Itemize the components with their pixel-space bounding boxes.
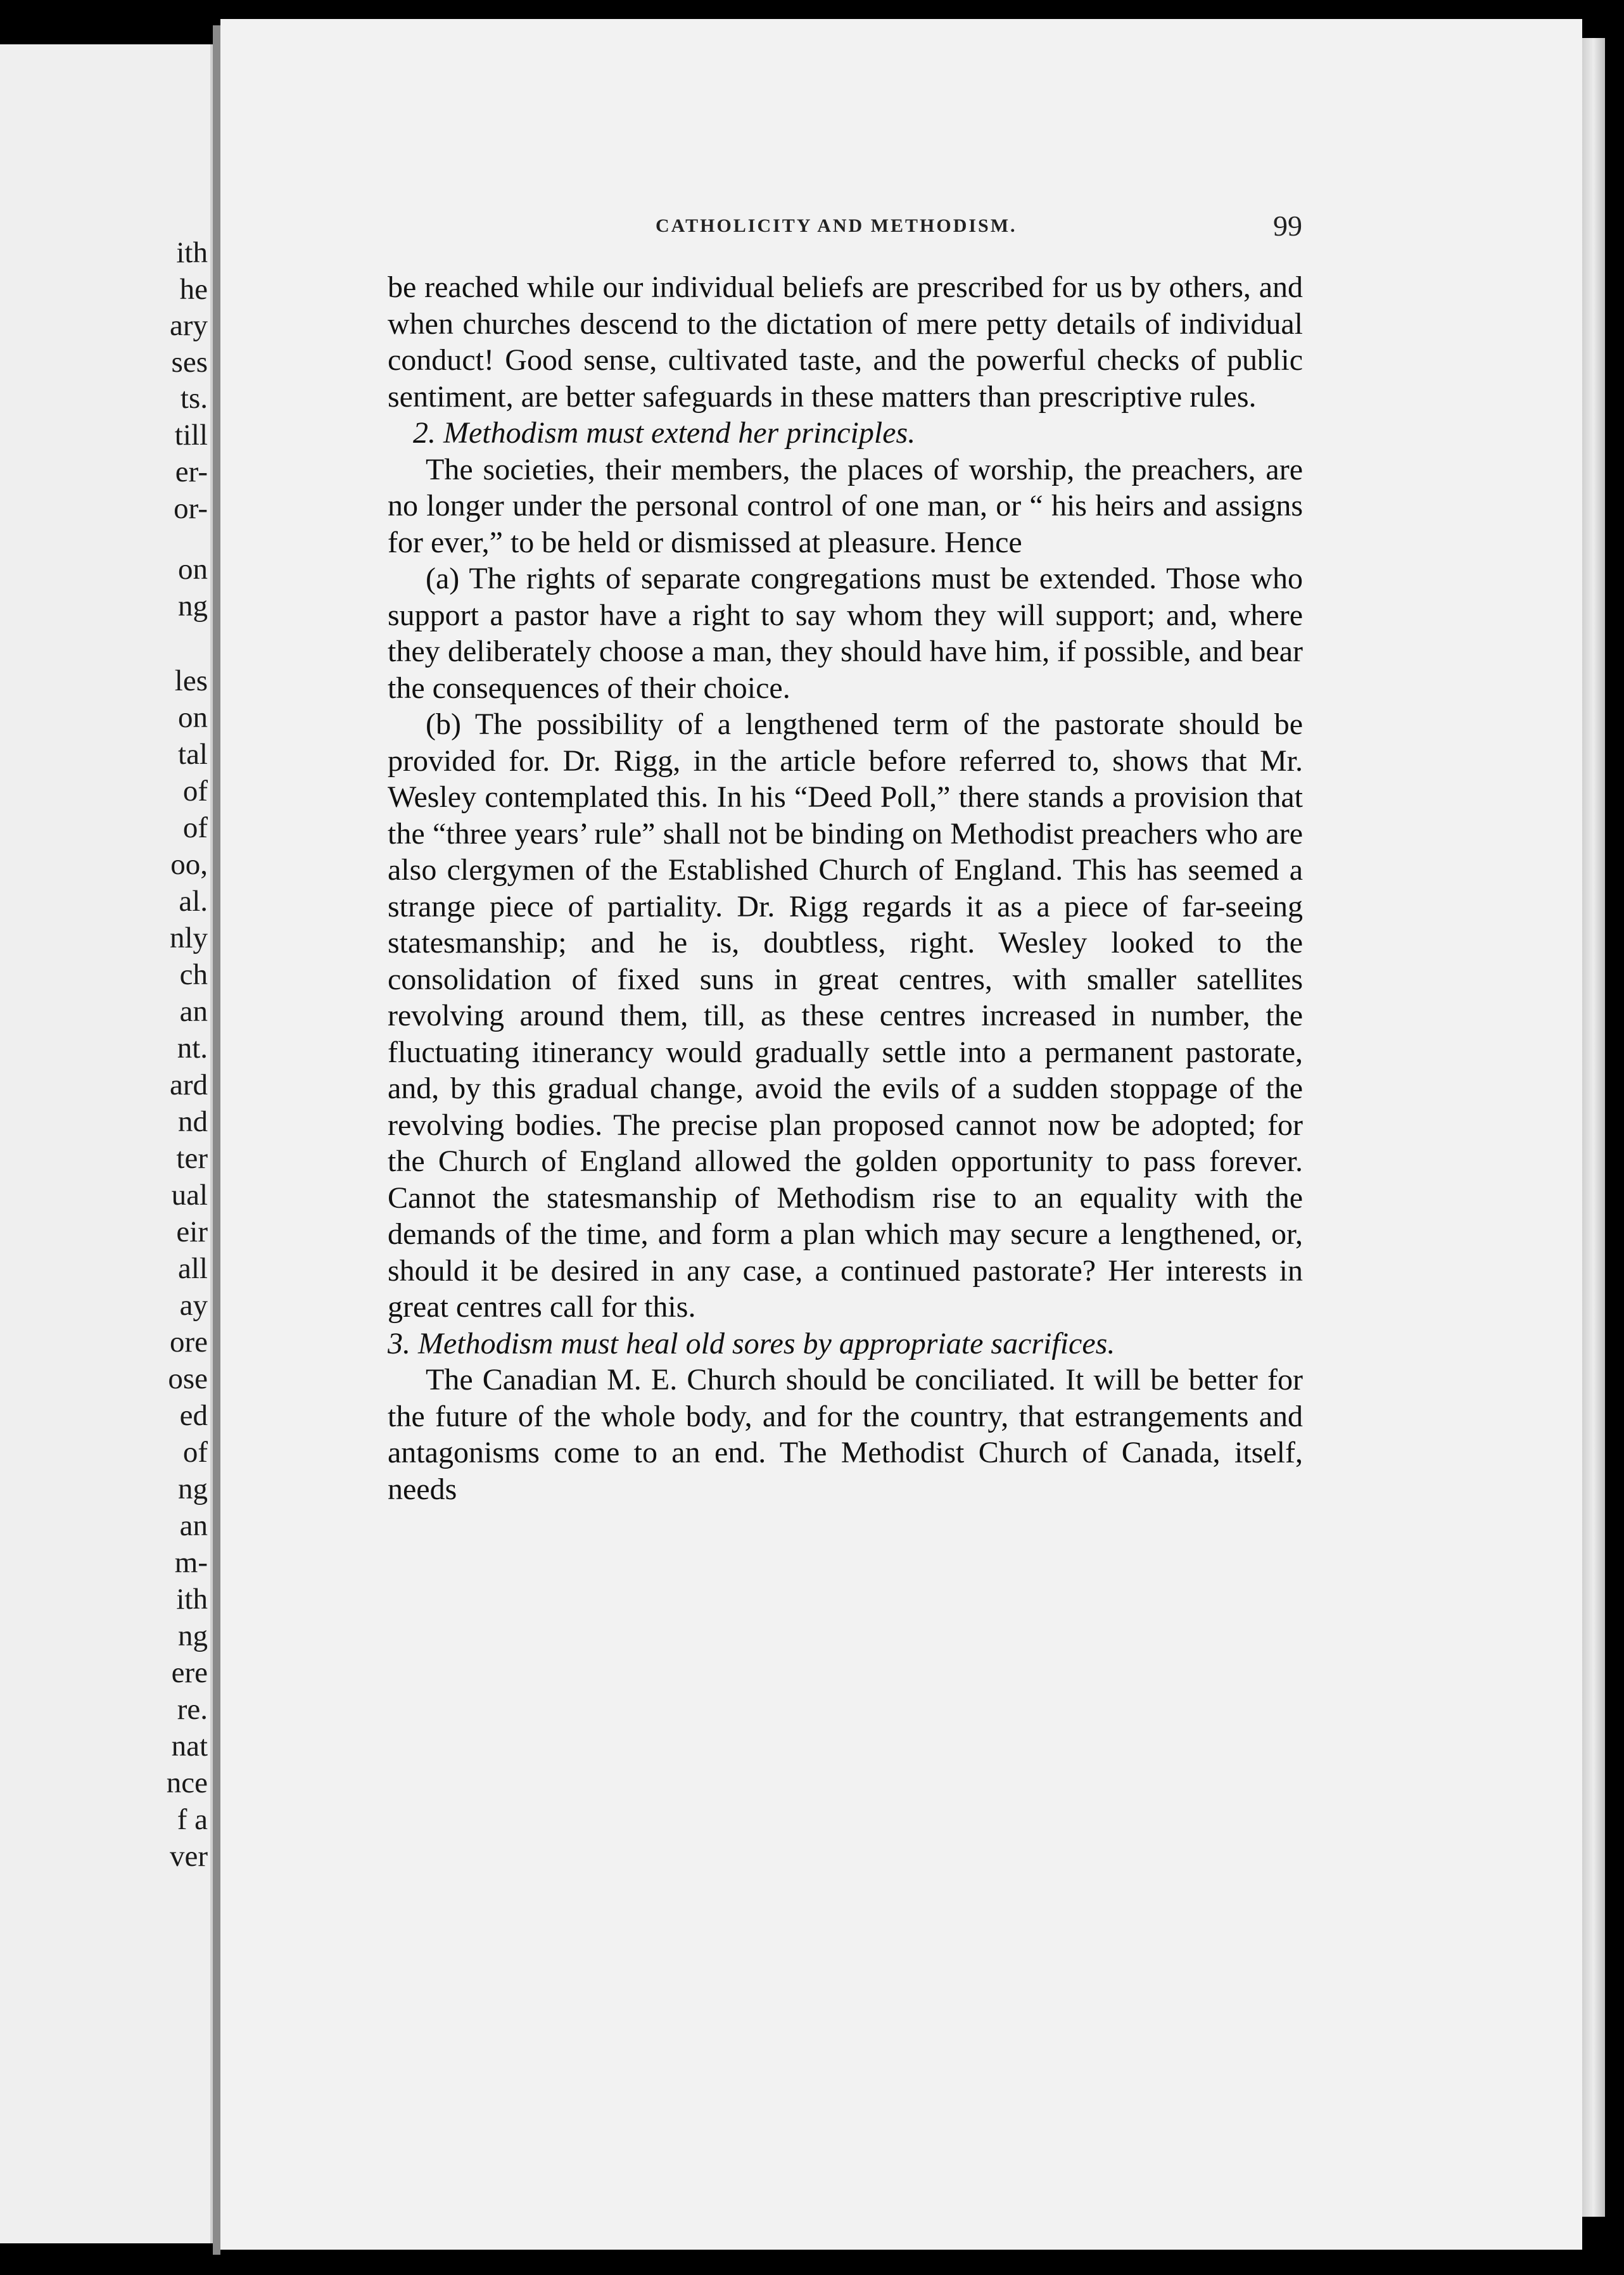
left-page-fragment: tal [178,738,208,771]
left-page-fragment: on [178,553,208,586]
left-page-fragment: till [174,419,208,452]
left-page-fragment: ard [169,1068,208,1101]
section-heading-2: 2. Methodism must extend her principles. [413,416,916,450]
body-text [388,269,1303,1507]
left-page-fragment: of [182,1436,208,1469]
page-edge [1582,38,1605,2217]
paragraph-b: (b) The possibility of a lengthened term of the pastorate should be provided for. Dr. Rigg, in the article before referred to, shows that Mr. Wesley contemplated this. In his “Deed Poll,” there stands a provision that the “three years’ rule” shall not be binding on Methodist preachers who are also clergymen of the Established Church of England. This has seemed a strange piece of partiality. Dr. Rigg regards it as a piece of far-seeing statesmanship; and he is, doubtless, right. Wesley looked to the consolidation of fixed suns in great centres, with smaller satellites revolving around them, till, as these centres increased in number, the fluctuating itinerancy would gradually settle into a permanent pastorate, and, by this gradual change, avoid the evils of a sudden stoppage of the revolving bodies. The precise plan proposed cannot now be adopted; for the Church of England allowed the golden opportunity to pass forever. Cannot the statesmanship of Methodism rise to an equality with the demands of the time, and form a plan which may secure a lengthened, or, should it be desired in any case, a continued pastorate? Her interests in great centres call for this. [388,707,1303,1324]
left-page-fragment: nat [171,1730,208,1763]
left-page-fragment: ng [178,590,208,623]
left-page-fragment: f a [177,1803,208,1836]
left-page-fragment: les [174,664,208,697]
left-page-fragment: ore [169,1326,208,1359]
left-page-fragment: er- [175,455,208,488]
left-page-fragment: of [182,775,208,808]
left-page [0,44,213,2243]
left-page-fragment: on [178,701,208,734]
section-heading-3: 3. Methodism must heal old sores by appropriate sacrifices. [388,1326,1115,1360]
paragraph-societies: The societies, their members, the places of worship, the preachers, are no longer under the personal control of one man, or “ his heirs and assigns for ever,” to be held or dismissed at pleasure. Hence [388,452,1303,559]
book-gutter [213,25,220,2255]
left-page-fragment: ng [178,1473,208,1505]
left-page-fragment: m- [174,1546,208,1579]
left-page-fragment: eir [176,1215,208,1248]
left-page-fragment: nce [166,1766,208,1799]
left-page-fragment: ith [176,1583,208,1616]
left-page-fragment: ose [168,1362,208,1395]
left-page-fragment: ver [169,1840,208,1873]
left-page-fragment: nd [178,1105,208,1138]
running-head: CATHOLICITY AND METHODISM. [656,215,1017,236]
paragraph-a: (a) The rights of separate congregations must be extended. Those who support a pastor have a right to say whom they will support; and, where they deliberately choose a man, they should have him, if possible, and bear the consequences of their choice. [388,562,1303,705]
left-page-fragment: ch [179,958,208,991]
left-page-fragment: re. [177,1693,208,1726]
left-page-fragment: or- [174,492,208,525]
left-page-fragment: nly [169,922,208,954]
left-page-fragment: ts. [180,382,208,415]
paragraph-canadian: The Canadian M. E. Church should be conciliated. It will be better for the future of the whole body, and for the country, that estrangements and antagonisms come to an end. The Methodist Church of Canada, itself, needs [388,1363,1303,1506]
left-page-fragment: ter [176,1142,208,1175]
left-page-fragment: ary [169,309,208,342]
left-page-fragment: ng [178,1619,208,1652]
page-number: 99 [1273,210,1302,242]
left-page-fragment: oo, [170,848,208,881]
left-page-fragment: an [179,995,208,1028]
left-page-fragment: ith [176,236,208,269]
left-page-fragment: he [179,273,208,306]
left-page-fragment: al. [179,885,208,918]
left-page-fragment: ses [171,346,208,379]
left-page-fragment: ual [171,1179,208,1212]
left-page-fragment: all [178,1252,208,1285]
left-page-fragment: nt. [177,1032,208,1065]
left-page-fragment: ed [179,1399,208,1432]
paragraph-opening: be reached while our individual beliefs are prescribed for us by others, and when churches descend to the dictation of mere petty details of individual conduct! Good sense, cultivated taste, and the powerful checks of public sentiment, are better safeguards in these matters than prescriptive rules. [388,270,1303,414]
left-page-fragment: an [179,1509,208,1542]
left-page-fragment: ay [179,1289,208,1322]
left-page-fragment: ere [171,1656,208,1689]
left-page-fragment: of [182,811,208,844]
